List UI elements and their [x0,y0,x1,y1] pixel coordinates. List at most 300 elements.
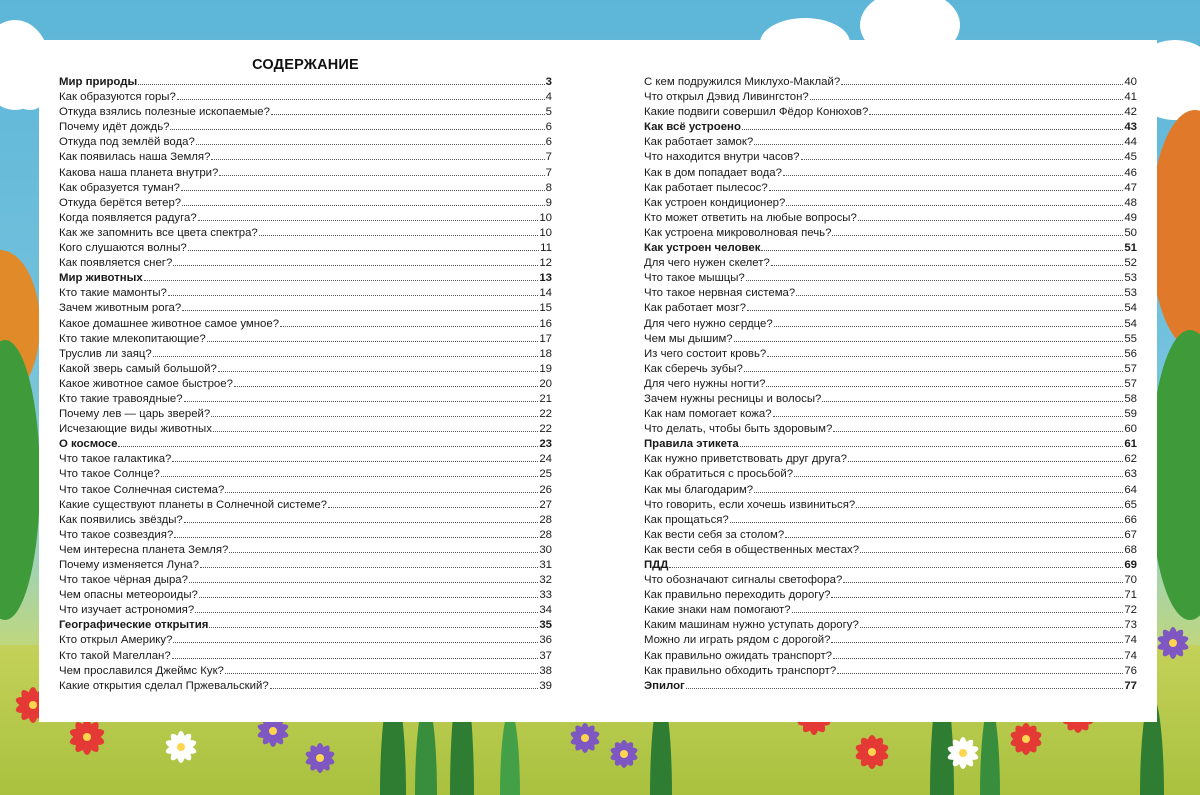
toc-page-number: 63 [1124,468,1137,481]
toc-entry[interactable] [644,165,1137,180]
toc-page-number: 47 [1124,181,1137,194]
toc-page-number: 70 [1124,574,1137,587]
toc-entry-title: О космосе [59,438,118,451]
toc-section[interactable] [644,557,1137,572]
dot-leader [153,346,539,357]
toc-page-number: 73 [1124,619,1137,632]
dot-leader [270,678,539,689]
toc-entry[interactable] [59,300,552,315]
toc-entry-title: Кто может ответить на любые вопросы? [644,211,857,224]
toc-page-number: 16 [539,317,552,330]
toc-page-number: 39 [539,679,552,692]
toc-entry[interactable] [644,497,1137,512]
toc-page-number: 15 [539,302,552,315]
toc-entry-title: Кто такой Магеллан? [59,649,171,662]
toc-entry[interactable] [59,466,552,481]
toc-page-number: 4 [545,91,552,104]
toc-entry-title: Какие подвиги совершил Фёдор Конюхов? [644,106,869,119]
toc-entry-title: Как образуются горы? [59,91,176,104]
dot-leader [747,300,1123,311]
toc-entry[interactable] [59,361,552,376]
toc-entry-title: Как прощаться? [644,513,729,526]
dot-leader [848,451,1123,462]
toc-entry-title: Кто такие млекопитающие? [59,332,206,345]
toc-entry-title: Как нужно приветствовать друг друга? [644,453,847,466]
toc-entry-title: Чем прославился Джеймс Кук? [59,664,224,677]
toc-entry[interactable] [59,572,552,587]
toc-entry[interactable] [644,134,1137,149]
toc-entry[interactable] [59,512,552,527]
toc-section[interactable] [644,119,1137,134]
dot-leader [833,648,1123,659]
toc-entry[interactable] [59,119,552,134]
toc-entry[interactable] [644,421,1137,436]
dot-leader [234,376,538,387]
dot-leader [200,557,538,568]
dot-leader [841,74,1123,85]
toc-entry-title: Как появляется снег? [59,257,173,270]
toc-entry-title: Кого слушаются волны? [59,242,187,255]
toc-entry-title: Почему изменяется Луна? [59,559,199,571]
tree-green-right [1150,330,1200,620]
dot-leader [144,270,539,281]
toc-page-number: 40 [1124,76,1137,88]
toc-entry-title: Как устроен кондиционер? [644,196,786,209]
toc-page-number: 53 [1124,272,1137,285]
toc-entry[interactable] [644,663,1137,678]
dot-leader [794,466,1123,477]
toc-page-number: 38 [539,664,552,677]
toc-entry[interactable] [59,421,552,436]
toc-section[interactable] [59,270,552,285]
toc-entry[interactable] [59,195,552,210]
toc-entry-title: Что такое чёрная дыра? [59,574,188,587]
dot-leader [771,255,1124,266]
toc-entry-title: Исчезающие виды животных [59,423,212,436]
toc-entry[interactable] [644,195,1137,210]
toc-page-number: 32 [539,574,552,587]
toc-page-number: 12 [539,257,552,270]
dot-leader [182,195,545,206]
toc-entry[interactable] [59,346,552,361]
dot-leader [869,104,1123,115]
toc-page-number: 30 [539,543,552,556]
dot-leader [259,225,539,236]
toc-entry[interactable] [644,587,1137,602]
toc-entry[interactable] [644,104,1137,119]
dot-leader [860,617,1123,628]
toc-entry[interactable] [644,361,1137,376]
toc-page-number: 77 [1124,679,1137,692]
toc-page-number: 76 [1124,664,1137,677]
toc-page-number: 6 [545,121,552,134]
toc-page-number: 44 [1124,136,1137,149]
toc-entry-title: Какие открытия сделал Пржевальский? [59,679,269,692]
dot-leader [219,165,544,176]
toc-entry-title: Что делать, чтобы быть здоровым? [644,423,833,436]
red-flower-icon [848,728,896,776]
toc-entry-title: Почему идёт дождь? [59,121,170,134]
dot-leader [211,406,538,417]
toc-page-number: 51 [1124,242,1137,255]
dot-leader [837,663,1123,674]
toc-entry[interactable] [644,270,1137,285]
red-flower-icon [1003,716,1049,762]
toc-entry[interactable] [644,180,1137,195]
toc-section[interactable] [644,436,1137,451]
toc-entry[interactable] [644,617,1137,632]
toc-entry[interactable] [59,391,552,406]
toc-entry[interactable] [644,285,1137,300]
dot-leader [195,602,538,613]
dot-leader [168,285,538,296]
toc-entry-title: Как вести себя в общественных местах? [644,543,860,556]
toc-page-number: 69 [1124,559,1137,571]
toc-entry[interactable] [644,451,1137,466]
dot-leader [860,542,1123,553]
dot-leader [858,210,1124,221]
toc-entry[interactable] [59,180,552,195]
toc-entry-title: Что такое Солнечная система? [59,483,225,496]
toc-page-number: 10 [539,211,552,224]
toc-page-number: 24 [539,453,552,466]
dot-leader [783,165,1123,176]
dot-leader [328,497,538,508]
toc-entry[interactable] [59,587,552,602]
dot-leader [211,149,544,160]
toc-entry[interactable] [644,572,1137,587]
toc-page-number: 74 [1124,634,1137,647]
toc-entry[interactable] [59,376,552,391]
toc-entry[interactable] [644,602,1137,617]
dot-leader [198,210,539,221]
dot-leader [172,648,539,659]
toc-entry[interactable] [644,331,1137,346]
toc-page-number: 65 [1124,498,1137,511]
toc-entry[interactable] [59,602,552,617]
purple-flower-icon [603,733,645,775]
toc-page-number: 34 [539,604,552,617]
toc-entry-title: Как правильно обходить транспорт? [644,664,837,677]
white-flower-icon [940,730,986,776]
toc-entry-title: Чем интересна планета Земля? [59,543,229,556]
toc-entry-title: Что такое Солнце? [59,468,160,481]
toc-list-right [644,74,1137,693]
dot-leader [209,617,538,628]
toc-page-number: 62 [1124,453,1137,466]
toc-page-number: 31 [539,559,552,571]
dot-leader [199,587,538,598]
toc-entry[interactable] [59,406,552,421]
dot-leader [792,602,1124,613]
toc-page-number: 23 [539,438,552,451]
toc-entry[interactable] [644,482,1137,497]
toc-entry[interactable] [59,482,552,497]
toc-entry-title: Зачем нужны ресницы и волосы? [644,392,822,405]
toc-entry-title: Чем мы дышим? [644,332,733,345]
toc-entry-title: Что находится внутри часов? [644,151,800,164]
toc-entry-title: Для чего нужен скелет? [644,257,770,270]
dot-leader [196,134,545,145]
toc-page-number: 14 [539,287,552,300]
dot-leader [182,300,538,311]
dot-leader [173,632,538,643]
toc-entry-title: Откуда под землёй вода? [59,136,195,149]
toc-entry[interactable] [644,210,1137,225]
toc-entry-title: Как появились звёзды? [59,513,183,526]
toc-entry[interactable] [644,376,1137,391]
toc-entry-title: Кто такие мамонты? [59,287,167,300]
dot-leader [796,285,1123,296]
toc-page-number: 55 [1124,332,1137,345]
toc-entry[interactable] [644,527,1137,542]
dot-leader [831,587,1123,598]
toc-page-number: 36 [539,634,552,647]
dot-leader [170,119,544,130]
toc-entry-title: Правила этикета [644,438,739,451]
dot-leader [280,316,538,327]
dot-leader [184,512,539,523]
toc-entry[interactable] [59,225,552,240]
toc-entry-title: Как обратиться с просьбой? [644,468,794,481]
toc-entry-title: Как сберечь зубы? [644,362,743,375]
dot-leader [225,663,538,674]
dot-leader [177,89,545,100]
dot-leader [173,255,538,266]
toc-entry[interactable] [59,316,552,331]
dot-leader [161,466,538,477]
toc-section[interactable] [59,617,552,632]
toc-entry[interactable] [644,300,1137,315]
toc-entry[interactable] [59,210,552,225]
dot-leader [761,240,1123,251]
toc-entry[interactable] [59,451,552,466]
toc-page-number: 41 [1124,91,1137,104]
toc-entry-title: Как же запомнить все цвета спектра? [59,226,258,239]
toc-entry-title: Как в дом попадает вода? [644,166,782,179]
toc-entry-title: Что говорить, если хочешь извиниться? [644,498,856,511]
toc-entry[interactable] [59,165,552,180]
page-title: СОДЕРЖАНИЕ [252,57,359,73]
toc-page-number: 28 [539,528,552,541]
toc-page-number: 58 [1124,392,1137,405]
toc-section[interactable] [644,240,1137,255]
toc-entry-title: Что такое мышцы? [644,272,745,285]
toc-page-number: 59 [1124,408,1137,421]
toc-entry[interactable] [59,104,552,119]
toc-entry[interactable] [644,512,1137,527]
toc-section[interactable] [59,74,552,89]
dot-leader [856,497,1123,508]
toc-page-number: 45 [1124,151,1137,164]
toc-page-number: 17 [539,332,552,345]
toc-entry-title: Для чего нужно сердце? [644,317,773,330]
dot-leader [773,406,1124,417]
toc-entry[interactable] [59,255,552,270]
dot-leader [822,391,1123,402]
toc-entry-title: Какое домашнее животное самое умное? [59,317,280,330]
toc-page-number: 68 [1124,543,1137,556]
toc-entry[interactable] [59,648,552,663]
toc-entry-title: Можно ли играть рядом с дорогой? [644,634,831,647]
dot-leader [769,180,1124,191]
toc-entry-title: Какой зверь самый большой? [59,362,217,375]
dot-leader [213,421,538,432]
toc-page-number: 10 [539,226,552,239]
dot-leader [742,119,1123,130]
toc-page-number: 50 [1124,226,1137,239]
toc-entry-title: Как работает замок? [644,136,754,149]
toc-entry-title: Что такое нервная система? [644,287,796,300]
toc-entry-title: Из чего состоит кровь? [644,347,767,360]
toc-page-number: 74 [1124,649,1137,662]
dot-leader [118,436,538,447]
toc-entry[interactable] [59,134,552,149]
toc-entry-title: Как устроен человек [644,242,761,255]
toc-page-number: 22 [539,423,552,436]
toc-entry-title: Что такое созвездия? [59,528,174,541]
toc-page-number: 21 [539,392,552,405]
toc-entry[interactable] [644,542,1137,557]
toc-entry[interactable] [59,497,552,512]
tree-green-left [0,340,40,620]
toc-entry[interactable] [644,316,1137,331]
toc-entry[interactable] [59,285,552,300]
dot-leader [189,572,538,583]
toc-page-number: 6 [545,136,552,149]
toc-entry[interactable] [644,225,1137,240]
toc-entry[interactable] [59,331,552,346]
white-flower-icon [158,724,204,770]
toc-page-number: 9 [545,196,552,209]
toc-entry-title: Как нам помогает кожа? [644,408,772,421]
toc-entry[interactable] [59,557,552,572]
toc-page-number: 37 [539,649,552,662]
toc-entry-title: Как правильно переходить дорогу? [644,589,831,602]
toc-entry[interactable] [644,89,1137,104]
toc-entry[interactable] [644,406,1137,421]
toc-page-number: 8 [545,181,552,194]
toc-entry-title: Как образуется туман? [59,181,180,194]
toc-entry-title: Как устроена микроволновая печь? [644,226,832,239]
toc-page-number: 66 [1124,513,1137,526]
toc-entry-title: Каким машинам нужно уступать дорогу? [644,619,859,632]
toc-entry-title: С кем подружился Миклухо-Маклай? [644,76,841,88]
toc-page-number: 7 [545,166,552,179]
toc-entry-title: ПДД [644,559,669,571]
toc-entry[interactable] [59,663,552,678]
toc-entry-title: Что обозначают сигналы светофора? [644,574,843,587]
toc-entry-title: Как работает пылесос? [644,181,768,194]
dot-leader [686,678,1124,689]
dot-leader [774,316,1124,327]
toc-entry[interactable] [59,149,552,164]
dot-leader [740,436,1124,447]
toc-entry-title: Как правильно ожидать транспорт? [644,649,832,662]
toc-entry-title: Как работает мозг? [644,302,746,315]
toc-entry[interactable] [644,74,1137,89]
toc-entry[interactable] [644,149,1137,164]
dot-leader [218,361,539,372]
toc-page-number: 72 [1124,604,1137,617]
toc-page-number: 48 [1124,196,1137,209]
toc-entry[interactable] [59,527,552,542]
toc-page-number: 46 [1124,166,1137,179]
tree-orange-right [1150,110,1200,350]
dot-leader [229,542,538,553]
toc-page-number: 22 [539,408,552,421]
dot-leader [669,557,1123,568]
toc-entry[interactable] [644,648,1137,663]
dot-leader [833,421,1123,432]
toc-entry[interactable] [59,632,552,647]
toc-page-number: 7 [545,151,552,164]
toc-page-number: 61 [1124,438,1137,451]
toc-page-number: 67 [1124,528,1137,541]
toc-entry-title: Что открыл Дэвид Ливингстон? [644,91,809,104]
toc-entry[interactable] [644,632,1137,647]
dot-leader [181,180,545,191]
toc-page-number: 25 [539,468,552,481]
toc-section[interactable] [644,678,1137,693]
toc-page-number: 43 [1124,121,1137,134]
toc-page-number: 20 [539,377,552,390]
toc-page-number: 64 [1124,483,1137,496]
toc-entry[interactable] [59,678,552,693]
purple-flower-icon [298,736,342,780]
toc-entry[interactable] [59,89,552,104]
toc-entry-title: Как мы благодарим? [644,483,754,496]
toc-entry[interactable] [644,346,1137,361]
toc-entry[interactable] [59,542,552,557]
dot-leader [174,527,538,538]
toc-page-number: 54 [1124,302,1137,315]
toc-page-number: 42 [1124,106,1137,119]
dot-leader [188,240,539,251]
dot-leader [801,149,1124,160]
toc-entry-title: Как появилась наша Земля? [59,151,211,164]
dot-leader [832,225,1123,236]
toc-page-number: 19 [539,362,552,375]
toc-page-number: 60 [1124,423,1137,436]
dot-leader [744,361,1123,372]
toc-page-number: 18 [539,347,552,360]
toc-entry-title: Какое животное самое быстрое? [59,377,233,390]
toc-entry-title: Зачем животным рога? [59,302,182,315]
toc-entry-title: Какие знаки нам помогают? [644,604,791,617]
toc-page-number: 5 [545,106,552,119]
toc-entry-title: Кто открыл Америку? [59,634,173,647]
toc-entry-title: Для чего нужны ногти? [644,377,766,390]
contents-page [39,40,1157,722]
toc-page-number: 35 [539,619,552,632]
toc-section[interactable] [59,436,552,451]
dot-leader [843,572,1123,583]
toc-page-number: 54 [1124,317,1137,330]
toc-entry-title: Мир животных [59,272,143,285]
dot-leader [138,74,544,85]
toc-entry[interactable] [644,466,1137,481]
dot-leader [184,391,539,402]
dot-leader [225,482,538,493]
dot-leader [786,195,1123,206]
toc-entry-title: Географические открытия [59,619,209,632]
toc-entry[interactable] [644,255,1137,270]
toc-entry[interactable] [644,391,1137,406]
toc-entry[interactable] [59,240,552,255]
dot-leader [754,134,1123,145]
toc-entry-title: Откуда взялись полезные ископаемые? [59,106,270,119]
